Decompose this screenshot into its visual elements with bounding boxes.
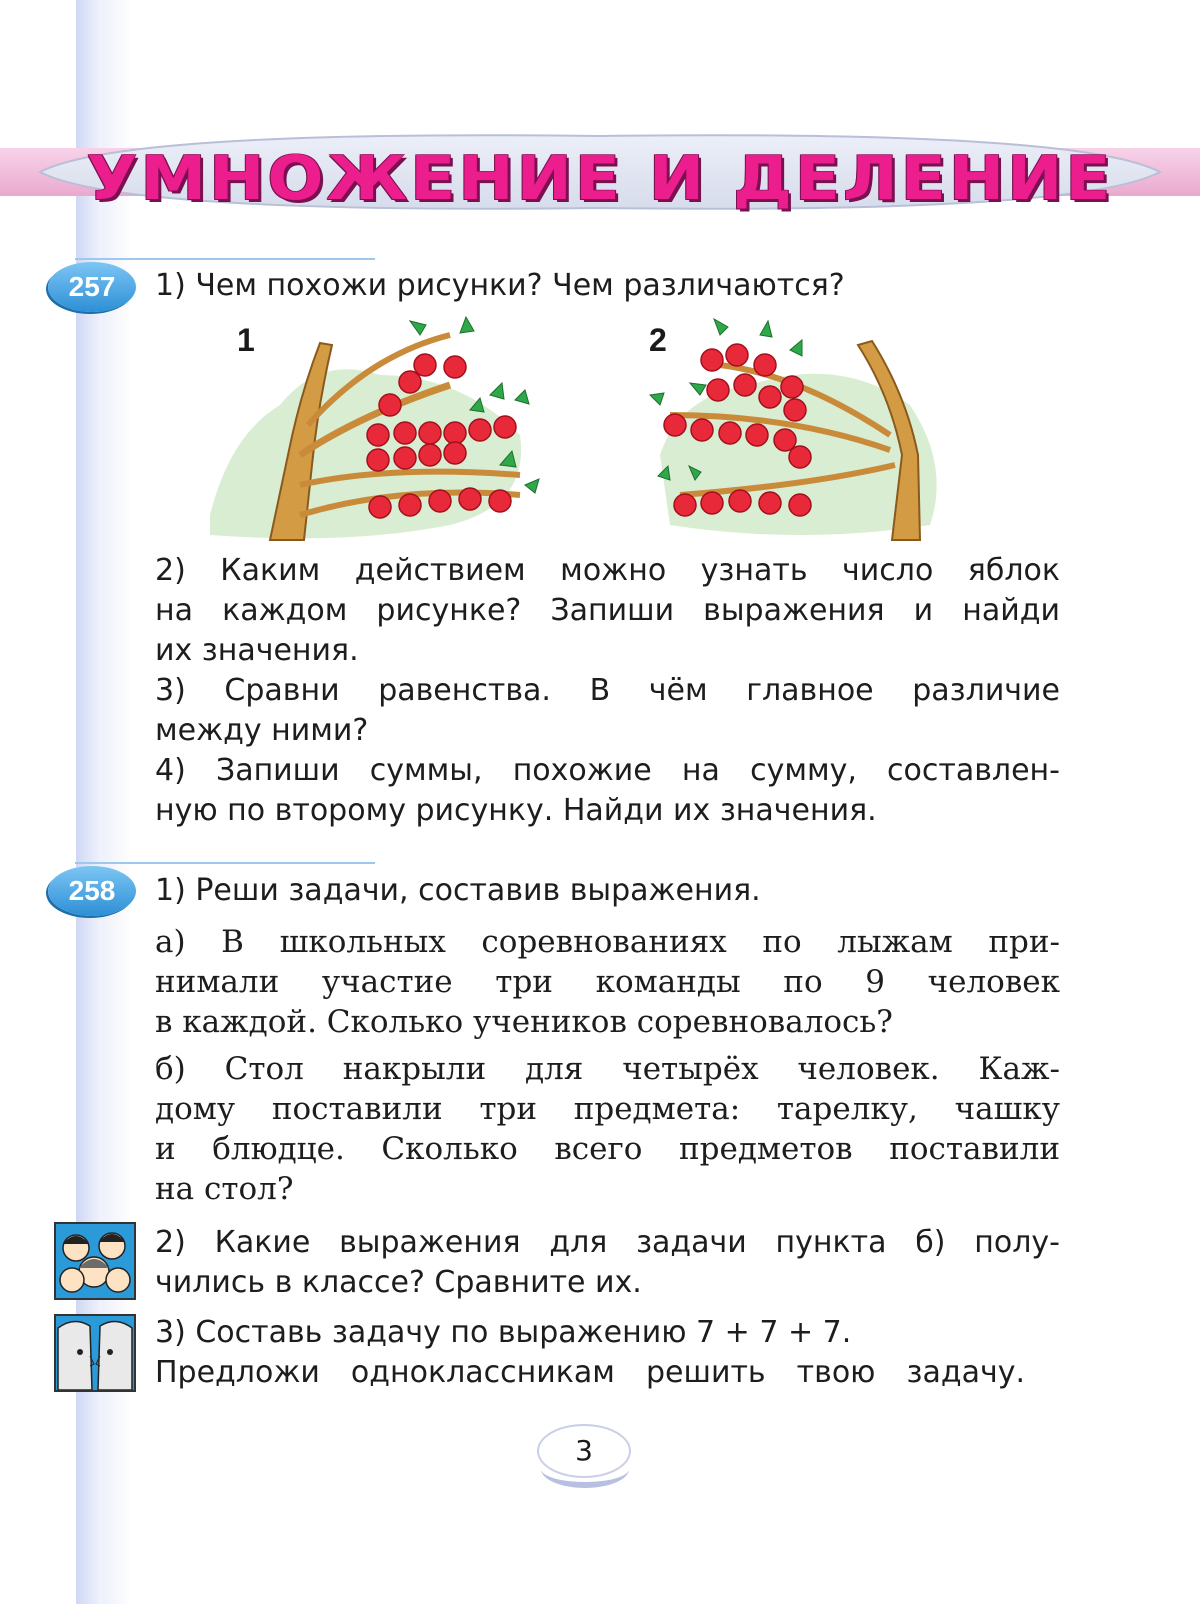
task-257-question-4-line-1: 4) Запиши суммы, похожие на сумму, составлен- bbox=[155, 753, 1060, 788]
task-258-question-3-line-2: Предложи одноклассникам решить твою задачу. bbox=[155, 1355, 1025, 1390]
task-number-badge-258: 258 bbox=[48, 866, 136, 916]
task-258-problem-a-line-3: в каждой. Сколько учеников соревновалось? bbox=[155, 1004, 893, 1040]
task-257-question-2-line-3: их значения. bbox=[155, 633, 359, 668]
task-number-badge-257: 257 bbox=[48, 262, 136, 312]
page-title: УМНОЖЕНИЕ И ДЕЛЕНИЕ bbox=[86, 143, 1114, 214]
class-discussion-icon bbox=[54, 1222, 136, 1300]
task-258-problem-b-line-4: на стол? bbox=[155, 1171, 294, 1207]
picture-1-label: 1 bbox=[237, 322, 255, 358]
task-258-question-3-line-1: 3) Составь задачу по выражению 7 + 7 + 7. bbox=[155, 1315, 852, 1350]
task-258-problem-b-line-3: и блюдце. Сколько всего предметов поставили bbox=[155, 1131, 1060, 1167]
pair-work-icon bbox=[54, 1314, 136, 1392]
apple-tree-1-illustration bbox=[200, 315, 550, 545]
task-258-problem-a-line-2: нимали участие три команды по 9 человек bbox=[155, 964, 1060, 1000]
task-258-question-1: 1) Реши задачи, составив выражения. bbox=[155, 873, 761, 908]
task-257-question-2-line-2: на каждом рисунке? Запиши выражения и найди bbox=[155, 593, 1060, 628]
task-257-question-4-line-2: ную по второму рисунку. Найди их значения. bbox=[155, 793, 877, 828]
task-258-problem-a-line-1: а) В школьных соревнованиях по лыжам при- bbox=[155, 924, 1060, 960]
task-258-divider bbox=[75, 862, 375, 864]
task-258-problem-b-line-2: дому поставили три предмета: тарелку, чашку bbox=[155, 1091, 1060, 1127]
apple-tree-2-illustration bbox=[640, 315, 960, 545]
picture-2-label: 2 bbox=[649, 322, 667, 358]
task-258-problem-b-line-1: б) Стол накрыли для четырёх человек. Каж- bbox=[155, 1051, 1060, 1087]
task-257-divider bbox=[75, 258, 375, 260]
task-257-question-1: 1) Чем похожи рисунки? Чем различаются? bbox=[155, 268, 845, 303]
task-257-question-3-line-1: 3) Сравни равенства. В чём главное различие bbox=[155, 673, 1060, 708]
task-258-question-2-line-1: 2) Какие выражения для задачи пункта б) полу- bbox=[155, 1225, 1060, 1260]
task-257-question-3-line-2: между ними? bbox=[155, 713, 369, 748]
task-258-question-2-line-2: чились в классе? Сравните их. bbox=[155, 1265, 642, 1300]
page-number: 3 bbox=[537, 1424, 631, 1478]
task-257-question-2-line-1: 2) Каким действием можно узнать число яблок bbox=[155, 553, 1060, 588]
